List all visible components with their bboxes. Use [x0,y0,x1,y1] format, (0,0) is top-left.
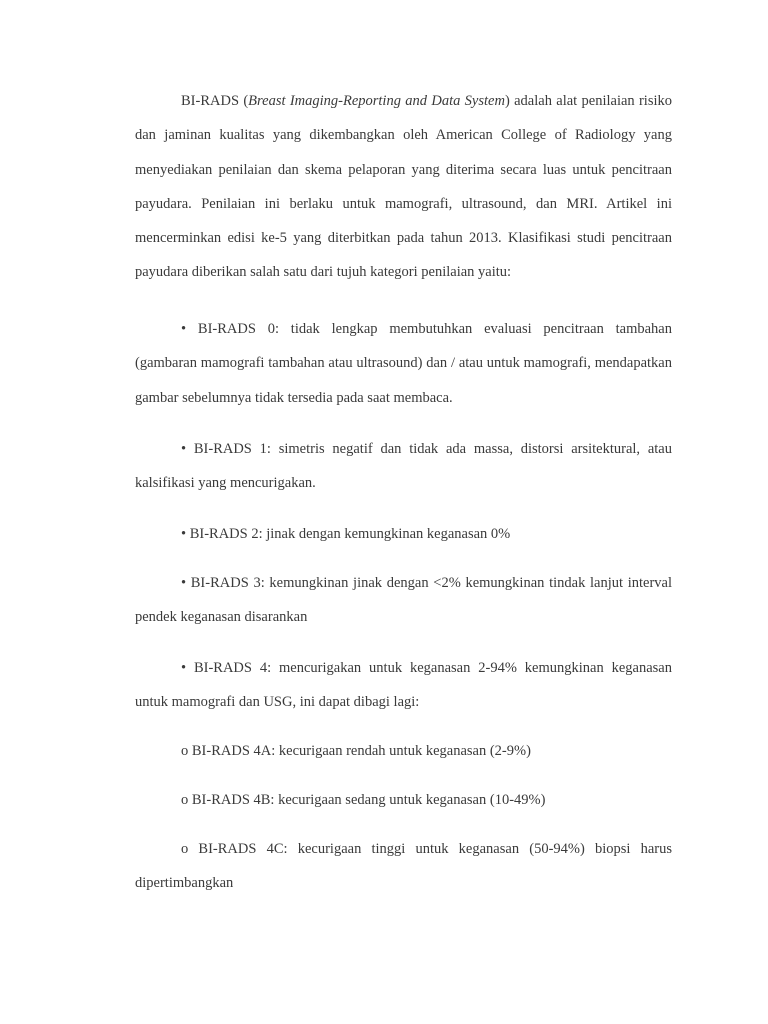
subbullet-birads-4b [135,783,672,817]
bullet-birads-1 [135,432,672,501]
subbullet-text: o BI-RADS 4A: kecurigaan rendah untuk keganasan (2-9%) [181,743,531,759]
bullet-text: • BI-RADS 0: tidak lengkap membutuhkan evaluasi pencitraan tambahan (gambaran mamografi tambahan atau ultrasound) dan / atau untuk mamografi, mendapatkan gambar sebelumnya tidak tersedia pada saat membaca. [135,321,672,406]
intro-paragraph [135,84,672,290]
intro-rest: ) adalah alat penilaian risiko dan jaminan kualitas yang dikembangkan oleh American College of Radiology yang menyediakan penilaian dan skema pelaporan yang diterima secara luas untuk pencitraan payudara. Penilaian ini berlaku untuk mamografi, ultrasound, dan MRI. Artikel ini mencerminkan edisi ke-5 yang diterbitkan pada tahun 2013. Klasifikasi studi pencitraan payudara diberikan salah satu dari tujuh kategori penilaian yaitu: [135,93,673,281]
subbullet-birads-4a [135,734,672,768]
bullet-text: • BI-RADS 4: mencurigakan untuk keganasan 2-94% kemungkinan keganasan untuk mamografi dan USG, ini dapat dibagi lagi: [135,660,672,711]
bullet-birads-0 [135,312,672,415]
bullet-text: • BI-RADS 3: kemungkinan jinak dengan <2% kemungkinan tindak lanjut interval pendek keganasan disarankan [135,575,672,626]
bullet-text: • BI-RADS 1: simetris negatif dan tidak ada massa, distorsi arsitektural, atau kalsifikasi yang mencurigakan. [135,441,672,492]
bullet-text: • BI-RADS 2: jinak dengan kemungkinan keganasan 0% [181,526,511,542]
subbullet-text: o BI-RADS 4C: kecurigaan tinggi untuk keganasan (50-94%) biopsi harus dipertimbangkan [135,841,672,892]
intro-lead: BI-RADS ( [181,93,249,109]
bullet-birads-3 [135,566,672,635]
intro-italic-term: Breast Imaging-Reporting and Data System [248,93,505,109]
bullet-birads-4 [135,651,672,720]
subbullet-text: o BI-RADS 4B: kecurigaan sedang untuk keganasan (10-49%) [181,792,546,808]
bullet-birads-2 [135,517,672,551]
subbullet-birads-4c [135,832,672,901]
